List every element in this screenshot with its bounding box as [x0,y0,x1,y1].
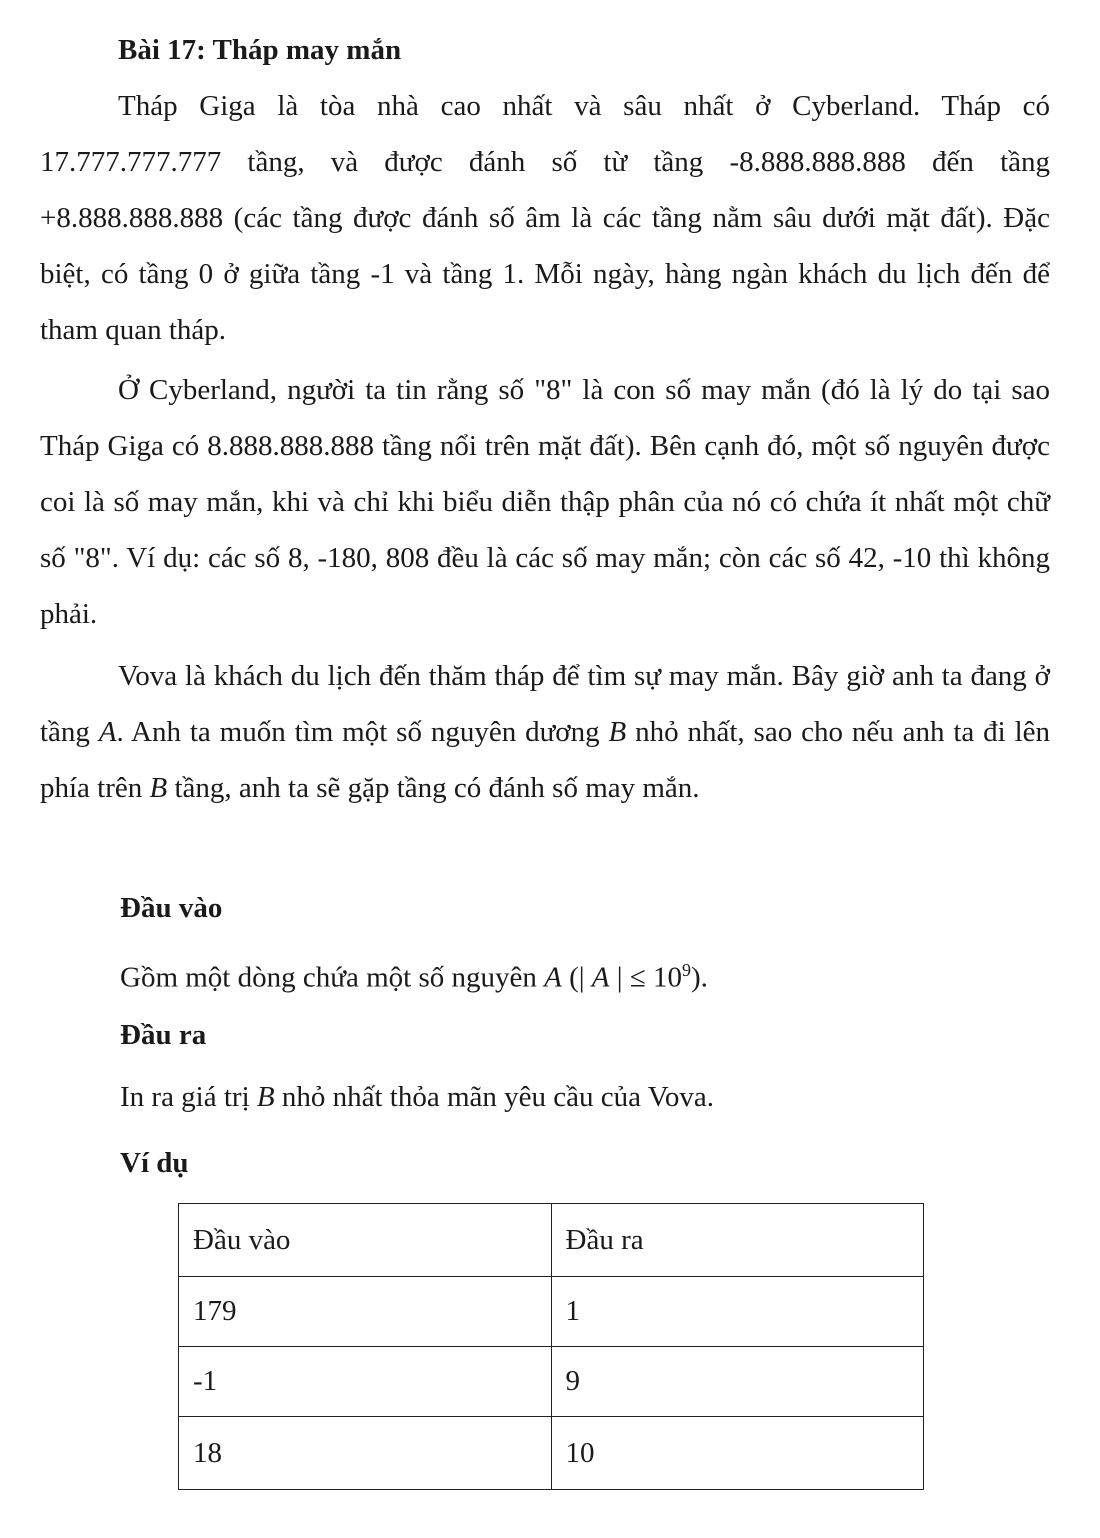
task-text: tầng, anh ta sẽ gặp tầng có đánh số may mắn. [167,772,700,804]
problem-title: Bài 17: Tháp may mắn [118,34,402,66]
input-text: | ≤ 10 [609,961,682,994]
paragraph-task [40,648,1050,816]
input-heading: Đầu vào [120,892,223,924]
task-text: nhỏ nhất, sao cho nếu anh ta đi lên phía trên [40,716,1050,804]
table-header-row [179,1204,924,1277]
task-text: . Anh ta muốn tìm một số nguyên dương [116,716,609,748]
output-cell: 10 [551,1417,924,1490]
variable-a: A [591,961,610,994]
variable-b: B [149,772,168,804]
output-description [120,1077,714,1117]
input-text: ). [691,961,708,994]
input-description [120,950,708,998]
table-row [179,1277,924,1347]
variable-b: B [608,716,627,748]
variable-a: A [98,716,117,748]
table-row [179,1347,924,1417]
paragraph-lucky-definition: Ở Cyberland, người ta tin rằng số "8" là con số may mắn (đó là lý do tại sao Tháp Giga có 8.888.888.888 tầng nổi trên mặt đất). Bên cạnh đó, một số nguyên được coi là số may mắn, khi và chỉ khi biểu diễn thập phân của nó có chứa ít nhất một chữ số "8". Ví dụ: các số 8, -180, 808 đều là các số may mắn; còn các số 42, -10 thì không phải. [40,374,1050,630]
input-text: Gồm một dòng chứa một số nguyên [120,961,545,994]
input-cell: 179 [179,1277,552,1347]
input-cell: 18 [179,1417,552,1490]
output-cell: 9 [551,1347,924,1417]
example-table [178,1203,924,1490]
exponent: 9 [682,960,691,980]
task-text: Vova là khách du lịch đến thăm tháp để tìm sự may mắn. Bây giờ anh ta đang ở tầng [40,660,1050,748]
output-cell: 1 [551,1277,924,1347]
example-heading: Ví dụ [120,1147,189,1179]
header-cell-input: Đầu vào [179,1204,552,1277]
input-text: (| [561,961,592,994]
variable-b: B [256,1081,275,1113]
output-text: In ra giá trị [120,1081,257,1113]
table-row [179,1417,924,1490]
input-cell: -1 [179,1347,552,1417]
output-text: nhỏ nhất thỏa mãn yêu cầu của Vova. [274,1081,715,1113]
variable-a: A [544,961,562,994]
output-heading: Đầu ra [120,1019,207,1051]
header-cell-output: Đầu ra [551,1204,924,1277]
paragraph-intro: Tháp Giga là tòa nhà cao nhất và sâu nhất ở Cyberland. Tháp có 17.777.777.777 tầng, và được đánh số từ tầng -8.888.888.888 đến tầng +8.888.888.888 (các tầng được đánh số âm là các tầng nằm sâu dưới mặt đất). Đặc biệt, có tầng 0 ở giữa tầng -1 và tầng 1. Mỗi ngày, hàng ngàn khách du lịch đến để tham quan tháp. [40,90,1050,346]
